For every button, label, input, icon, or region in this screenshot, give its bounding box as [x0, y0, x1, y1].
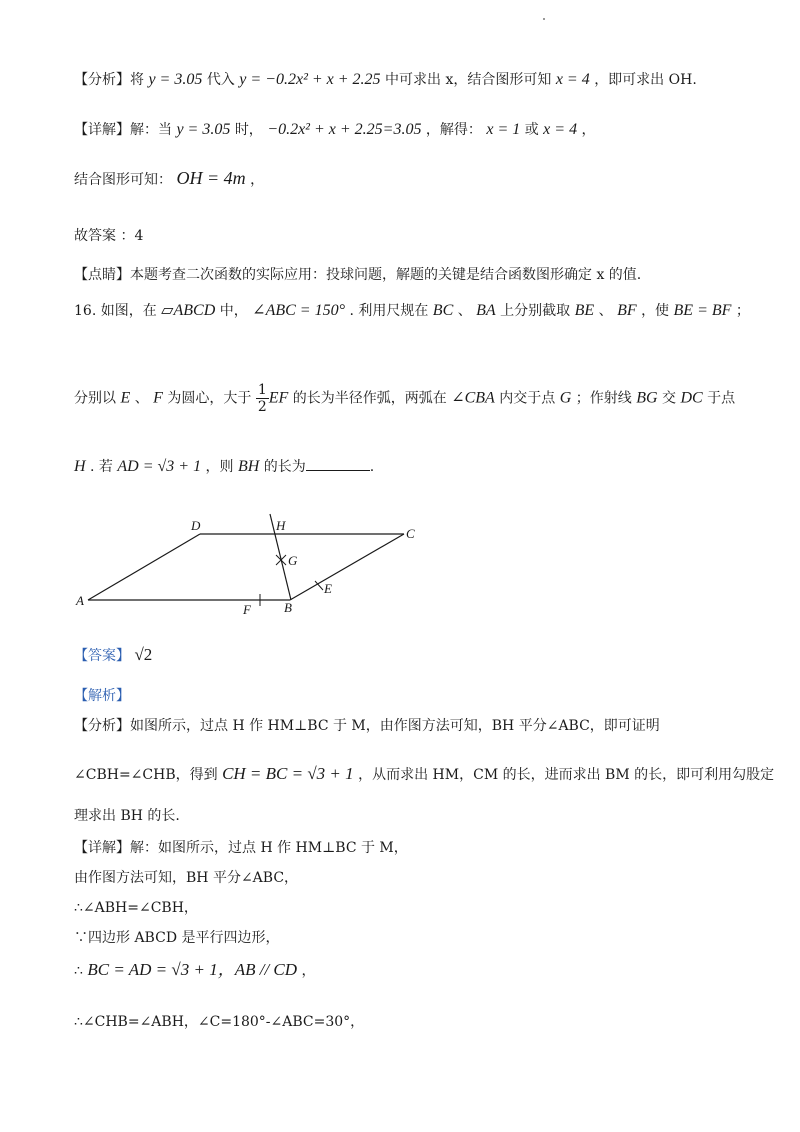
answer-row: 【答案】 √2 — [74, 645, 153, 664]
solution-detail-line-1: 【详解】解：如图所示，过点 H 作 HM⊥BC 于 M， — [74, 840, 408, 856]
detail-line-2: 结合图形可知： OH = 4m ， — [74, 168, 265, 188]
analysis-line-1: 【分析】将 y = 3.05 代入 y = −0.2x² + x + 2.25 中可求出 x，结合图形可知 x = 4 ，即可求出 OH. — [74, 71, 697, 88]
label-f: F — [243, 602, 251, 617]
problem-16-line-3: H . 若 AD = √3 + 1 ，则 BH 的长为 . — [74, 458, 375, 475]
answer-blank — [306, 456, 370, 471]
label-g: G — [288, 553, 298, 568]
answer-line: 故答案 ：4 — [74, 228, 144, 244]
solution-analysis-line-3: 理求出 BH 的长. — [74, 808, 180, 824]
label-h: H — [276, 518, 286, 533]
solution-detail-line-2: 由作图方法可知，BH 平分∠ABC， — [74, 870, 299, 886]
side-bc — [290, 534, 404, 600]
problem-16-line-2: 分别以 E 、 F 为圆心，大于 $\frac{1}{2}$ EF 的长为半径作弧，两弧在 ∠CBA 内交于点 G ；作射线 BG 交 DC 于点 — [74, 382, 736, 415]
key-point-line: 【点睛】本题考查二次函数的实际应用：投球问题，解题的关键是结合函数图形确定 x 的值. — [74, 267, 642, 283]
solution-detail-line-3: ∴∠ABH=∠CBH， — [74, 900, 198, 916]
label-d: D — [191, 518, 201, 533]
corner-mark — [543, 18, 545, 20]
solution-heading: 【解析】 — [74, 688, 130, 704]
problem-16-line-1: 16. 如图，在 ▱ABCD 中， ∠ABC = 150° . 利用尺规在 BC 、 BA 上分别截取 BE 、 BF ，使 BE = BF ； — [74, 302, 750, 319]
label-e: E — [324, 581, 332, 596]
solution-analysis-line-2: ∠CBH=∠CHB，得到 CH = BC = √3 + 1 ，从而求出 HM，CM 的长，进而求出 BM 的长，即可利用勾股定 — [74, 764, 775, 783]
label-c: C — [406, 526, 415, 541]
side-ad — [88, 534, 200, 600]
label-a: A — [76, 593, 84, 608]
solution-detail-line-6: ∴∠CHB=∠ABH，∠C=180°-∠ABC=30°， — [74, 1014, 365, 1030]
solution-detail-line-4: ∵四边形 ABCD 是平行四边形， — [74, 930, 280, 946]
label-b: B — [284, 600, 292, 615]
parallelogram-figure — [70, 508, 430, 618]
fraction-one-half: $\frac{1}{2}$ — [257, 382, 267, 415]
solution-analysis-line-1: 【分析】如图所示，过点 H 作 HM⊥BC 于 M，由作图方法可知，BH 平分∠ABC，即可证明 — [74, 718, 660, 734]
solution-detail-line-5: ∴ BC = AD = √3 + 1，AB // CD ， — [74, 960, 316, 979]
detail-line-1: 【详解】解：当 y = 3.05 时， −0.2x² + x + 2.25=3.05 ，解得： x = 1 或 x = 4 ， — [74, 121, 596, 138]
